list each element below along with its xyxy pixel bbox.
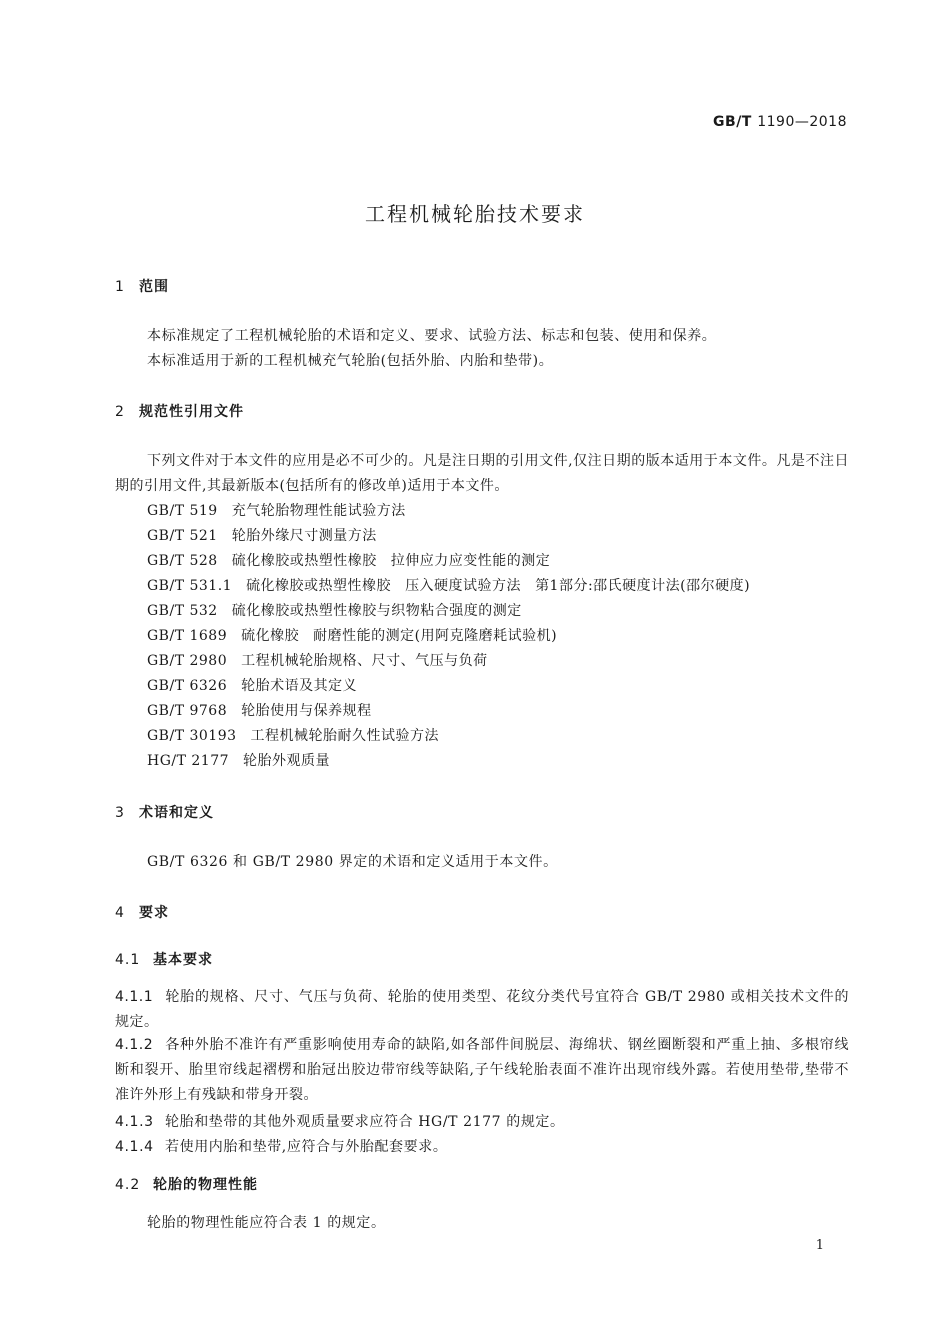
reference-item	[147, 500, 406, 520]
clause-text: 轮胎的规格、尺寸、气压与负荷、轮胎的使用类型、花纹分类代号宜符合 GB/T 2980 或相关技术文件的规定。	[115, 989, 849, 1030]
section-3-heading	[115, 802, 214, 822]
reference-subtitle: 压入硬度试验方法	[405, 578, 522, 594]
subsection-number: 4.2	[115, 1177, 141, 1193]
reference-title: 轮胎使用与保养规程	[241, 703, 372, 719]
subsection-title: 基本要求	[153, 952, 213, 968]
reference-part: 第1部分:邵氏硬度计法(邵尔硬度)	[535, 578, 751, 594]
reference-code: GB/T 519	[147, 503, 218, 519]
reference-title: 硫化橡胶或热塑性橡胶	[231, 553, 377, 569]
standard-prefix: GB/T	[713, 114, 752, 130]
scope-paragraph-1: 本标准规定了工程机械轮胎的术语和定义、要求、试验方法、标志和包装、使用和保养。	[147, 328, 717, 344]
section-title: 要求	[139, 905, 169, 921]
terms-paragraph: GB/T 6326 和 GB/T 2980 界定的术语和定义适用于本文件。	[147, 854, 558, 870]
document-title: 工程机械轮胎技术要求	[365, 202, 585, 226]
reference-code: GB/T 9768	[147, 703, 228, 719]
clause-4-1-2	[115, 1033, 849, 1108]
reference-title: 工程机械轮胎耐久性试验方法	[250, 728, 440, 744]
section-number: 2	[115, 404, 125, 420]
reference-item	[147, 550, 550, 570]
section-number: 4	[115, 905, 125, 921]
reference-title: 轮胎外观质量	[243, 753, 331, 769]
section-number: 3	[115, 805, 125, 821]
reference-item	[147, 750, 330, 770]
clause-number: 4.1.4	[115, 1139, 154, 1155]
standard-number	[713, 114, 847, 130]
scope-paragraph-2: 本标准适用于新的工程机械充气轮胎(包括外胎、内胎和垫带)。	[147, 353, 554, 369]
section-title: 范围	[139, 279, 169, 295]
reference-title: 充气轮胎物理性能试验方法	[231, 503, 406, 519]
reference-code: GB/T 531.1	[147, 578, 233, 594]
reference-code: GB/T 521	[147, 528, 218, 544]
reference-item	[147, 525, 377, 545]
normative-references-intro: 下列文件对于本文件的应用是必不可少的。凡是注日期的引用文件,仅注日期的版本适用于本文件。凡是不注日期的引用文件,其最新版本(包括所有的修改单)适用于本文件。	[115, 453, 849, 494]
clause-number: 4.1.3	[115, 1114, 154, 1130]
reference-item	[147, 650, 488, 670]
section-4-heading	[115, 902, 169, 922]
section-number: 1	[115, 279, 125, 295]
reference-title: 硫化橡胶或热塑性橡胶与织物粘合强度的测定	[231, 603, 522, 619]
section-title: 术语和定义	[139, 805, 214, 821]
clause-4-1-4	[115, 1136, 447, 1156]
section-title: 规范性引用文件	[139, 404, 244, 420]
reference-title: 工程机械轮胎规格、尺寸、气压与负荷	[241, 653, 488, 669]
reference-title: 轮胎外缘尺寸测量方法	[231, 528, 377, 544]
reference-item	[147, 675, 357, 695]
clause-number: 4.1.2	[115, 1037, 154, 1053]
subsection-title: 轮胎的物理性能	[153, 1177, 258, 1193]
reference-code: GB/T 6326	[147, 678, 228, 694]
physical-properties-paragraph: 轮胎的物理性能应符合表 1 的规定。	[147, 1215, 386, 1231]
reference-code: GB/T 2980	[147, 653, 228, 669]
page-number: 1	[815, 1238, 824, 1253]
reference-code: HG/T 2177	[147, 753, 230, 769]
reference-code: GB/T 1689	[147, 628, 228, 644]
subsection-4-2-heading	[115, 1174, 258, 1194]
section-1-heading	[115, 276, 169, 296]
reference-code: GB/T 532	[147, 603, 218, 619]
reference-subtitle: 拉伸应力应变性能的测定	[390, 553, 551, 569]
section-2-heading	[115, 401, 244, 421]
reference-title: 轮胎术语及其定义	[241, 678, 358, 694]
subsection-4-1-heading	[115, 949, 213, 969]
clause-text: 各种外胎不准许有严重影响使用寿命的缺陷,如各部件间脱层、海绵状、钢丝圈断裂和严重上抽、多根帘线断和裂开、胎里帘线起褶楞和胎冠出胶边带帘线等缺陷,子午线轮胎表面不准许出现帘线外露。若使用垫带,垫带不准许外形上有残缺和带身开裂。	[115, 1037, 849, 1103]
clause-4-1-1	[115, 985, 849, 1035]
reference-item	[147, 600, 522, 620]
reference-item	[147, 725, 439, 745]
subsection-number: 4.1	[115, 952, 141, 968]
reference-item	[147, 575, 750, 595]
reference-subtitle: 耐磨性能的测定(用阿克隆磨耗试验机)	[313, 628, 558, 644]
reference-item	[147, 700, 372, 720]
reference-title: 硫化橡胶	[241, 628, 300, 644]
clause-number: 4.1.1	[115, 989, 154, 1005]
reference-title: 硫化橡胶或热塑性橡胶	[246, 578, 392, 594]
clause-text: 轮胎和垫带的其他外观质量要求应符合 HG/T 2177 的规定。	[165, 1114, 565, 1130]
standard-code: 1190—2018	[757, 114, 847, 130]
reference-code: GB/T 30193	[147, 728, 237, 744]
clause-4-1-3	[115, 1111, 565, 1131]
clause-text: 若使用内胎和垫带,应符合与外胎配套要求。	[165, 1139, 448, 1155]
reference-item	[147, 625, 557, 645]
reference-code: GB/T 528	[147, 553, 218, 569]
